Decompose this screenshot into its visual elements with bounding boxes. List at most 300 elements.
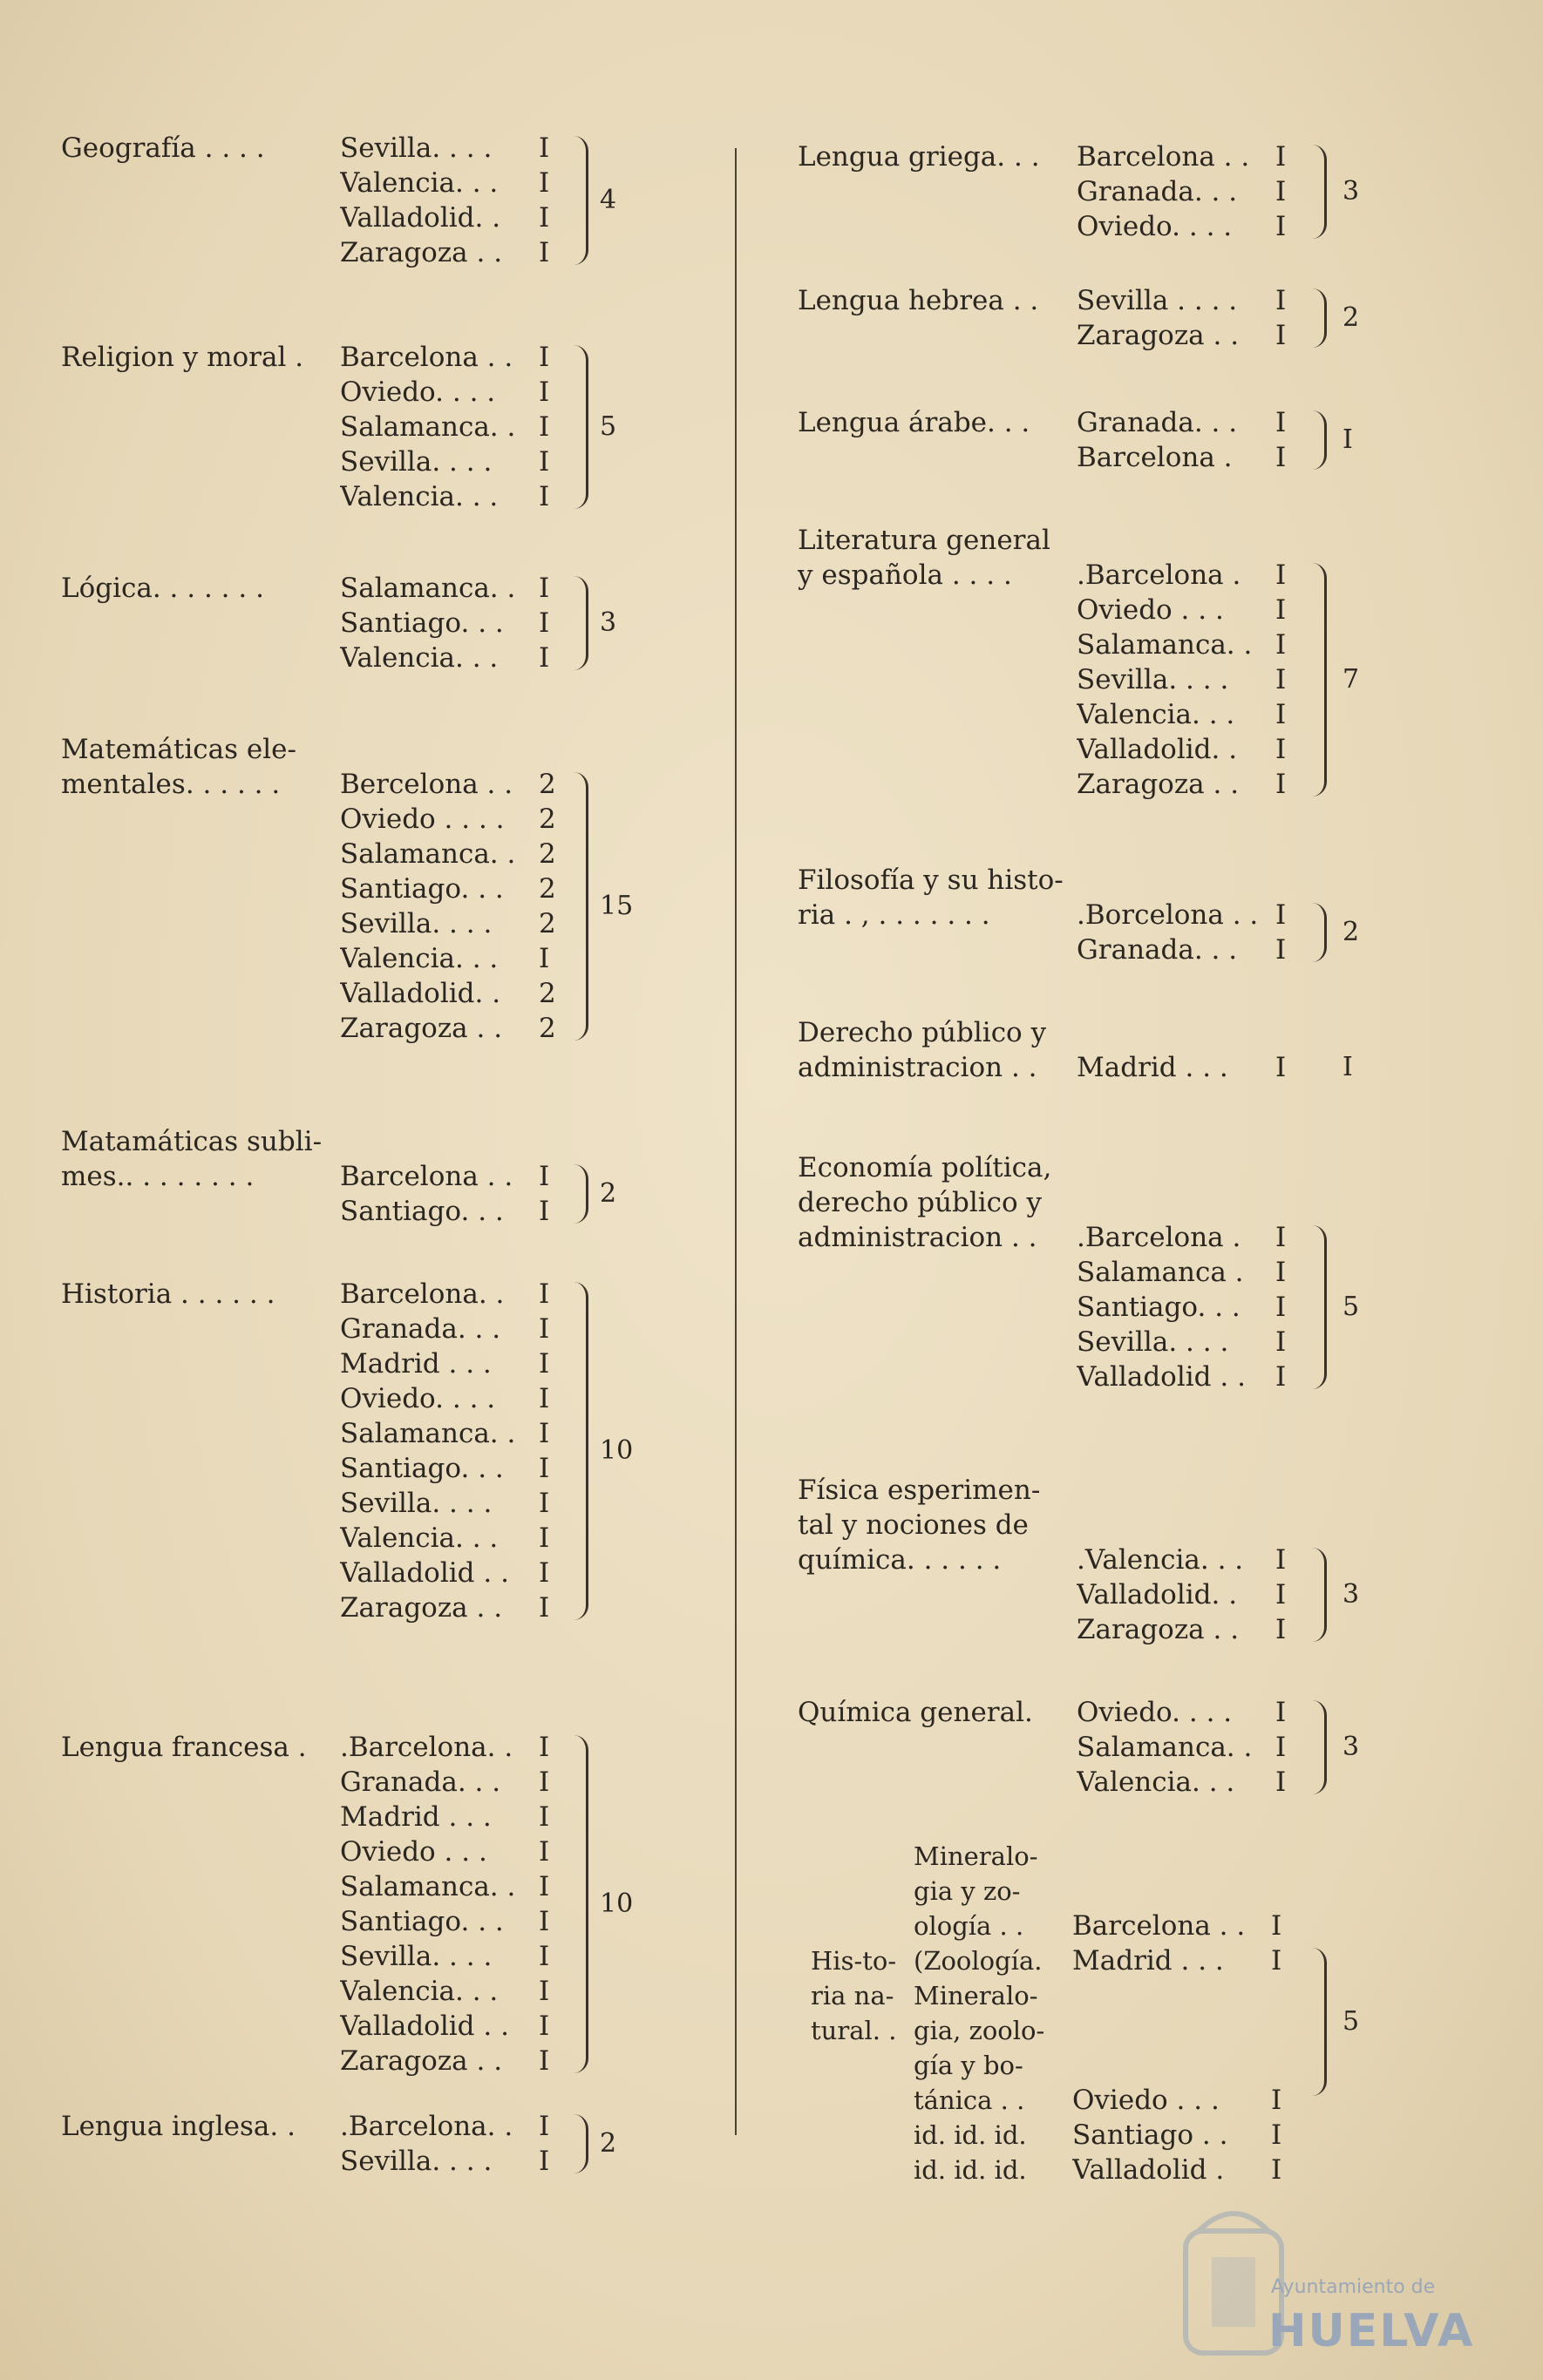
chair-count: I xyxy=(1271,2085,1282,2116)
list-item xyxy=(1077,558,1296,593)
section-total: 3 xyxy=(1342,176,1360,207)
university-name: Oviedo . . . xyxy=(340,1836,487,1868)
list-item xyxy=(1077,1220,1296,1255)
chair-count: I xyxy=(1275,734,1287,765)
subject-label: Lengua hebrea . . xyxy=(798,285,1039,316)
list-item xyxy=(1072,1943,1292,1978)
chair-count: I xyxy=(539,2045,550,2077)
university-list xyxy=(1077,898,1296,967)
grouping-brace xyxy=(574,576,588,670)
section-total: 2 xyxy=(1342,302,1360,333)
chair-count: I xyxy=(539,1488,550,1519)
list-item xyxy=(1077,174,1296,209)
university-name: Valencia. . . xyxy=(1077,699,1235,730)
list-item xyxy=(1077,318,1296,353)
section-total: 5 xyxy=(1342,2006,1360,2037)
university-name: Barcelona . xyxy=(1077,442,1233,473)
section-total: I xyxy=(1342,1052,1353,1082)
list-item xyxy=(340,1556,560,1590)
university-name: Barcelona. . xyxy=(340,1278,505,1310)
university-list xyxy=(1077,558,1296,802)
university-name: Valladolid. . xyxy=(1077,1579,1238,1610)
list-item xyxy=(1077,440,1296,475)
subject-label: Literatura general y española . . . . xyxy=(798,525,1050,591)
university-name: Barcelona . . xyxy=(1072,1910,1246,1942)
historia-natural-sublabels: Mineralo- gia y zo- ología . . (Zoología. Mineralo- gia, zoolo- gía y bo- tánica . . id. id. id. id. id. id. xyxy=(914,1841,1045,2185)
university-name: Sevilla. . . . xyxy=(340,1941,493,1972)
university-name: Sevilla. . . . xyxy=(340,132,493,164)
watermark-title: HUELVA xyxy=(1268,2305,1475,2357)
university-name: Salamanca. . xyxy=(340,838,516,870)
chair-count: I xyxy=(1275,176,1287,207)
university-name: Valencia. . . xyxy=(340,481,499,512)
university-list xyxy=(340,571,560,675)
list-item xyxy=(1077,1360,1296,1394)
list-item xyxy=(340,606,560,641)
list-item xyxy=(340,1416,560,1451)
university-name: Zaragoza . . xyxy=(1077,769,1240,800)
chair-count: I xyxy=(539,1941,550,1972)
university-name: Sevilla. . . . xyxy=(340,446,493,478)
list-item xyxy=(340,1381,560,1416)
section-total: 5 xyxy=(600,411,617,442)
university-name: Granada. . . xyxy=(340,1313,501,1345)
subject-label: Geografía . . . . xyxy=(61,132,265,164)
column-divider xyxy=(735,148,737,2135)
list-item xyxy=(1077,1730,1296,1765)
university-name: .Barcelona. . xyxy=(340,2111,513,2142)
university-name: Oviedo . . . . xyxy=(340,804,505,835)
chair-count: I xyxy=(1275,934,1287,966)
grouping-brace xyxy=(1312,1548,1327,1642)
chair-count: I xyxy=(539,1871,550,1902)
university-name: Sevilla. . . . xyxy=(340,1488,493,1519)
list-item xyxy=(1077,1255,1296,1290)
grouping-brace xyxy=(574,772,588,1041)
list-item xyxy=(1077,932,1296,967)
list-item xyxy=(340,1277,560,1312)
chair-count: I xyxy=(1275,285,1287,316)
chair-count: I xyxy=(1275,1579,1287,1610)
university-name: Oviedo. . . . xyxy=(1077,211,1233,242)
chair-count xyxy=(1271,1978,1292,2013)
university-name: .Barcelona . xyxy=(1077,559,1241,591)
list-item xyxy=(340,871,560,906)
university-name: Granada. . . xyxy=(1077,407,1238,438)
chair-count: I xyxy=(539,1383,550,1414)
chair-count: I xyxy=(539,1453,550,1484)
university-name: Barcelona . . xyxy=(340,1161,513,1192)
list-item xyxy=(340,767,560,802)
chair-count: I xyxy=(539,1976,550,2007)
chair-count: I xyxy=(539,237,550,268)
university-name: Valladolid. . xyxy=(340,978,501,1009)
list-item xyxy=(340,1730,560,1765)
university-name: Santiago. . . xyxy=(340,1453,504,1484)
list-item xyxy=(1077,1765,1296,1800)
chair-count: I xyxy=(539,1161,550,1192)
university-name xyxy=(1072,1978,1271,2013)
section-total: 2 xyxy=(1342,917,1360,947)
chair-count: I xyxy=(1271,1910,1282,1942)
list-item xyxy=(340,479,560,514)
university-list xyxy=(1077,283,1296,353)
list-item xyxy=(340,941,560,976)
chair-count: I xyxy=(539,1592,550,1624)
section-total: 2 xyxy=(600,1178,617,1209)
chair-count: I xyxy=(1275,664,1287,695)
chair-count: I xyxy=(539,1732,550,1763)
chair-count: I xyxy=(1275,141,1287,173)
list-item xyxy=(1077,1543,1296,1577)
university-list xyxy=(340,2109,560,2179)
watermark-subtitle: Ayuntamiento de xyxy=(1271,2276,1436,2298)
university-name: .Borcelona . . xyxy=(1077,899,1259,931)
university-name: Valladolid. . xyxy=(340,202,501,234)
chair-count: 2 xyxy=(539,769,556,800)
university-name: Valladolid . . xyxy=(340,2010,509,2042)
university-name: Madrid . . . xyxy=(1072,1945,1224,1977)
list-item xyxy=(1077,898,1296,932)
university-name: Sevilla. . . . xyxy=(1077,664,1229,695)
list-item xyxy=(340,1486,560,1521)
chair-count: I xyxy=(1275,899,1287,931)
university-list xyxy=(340,1730,560,2078)
university-name: Zaragoza . . xyxy=(340,1013,503,1044)
grouping-brace xyxy=(1312,288,1327,348)
chair-count: I xyxy=(1275,1697,1287,1728)
university-name: Santiago . . xyxy=(1072,2119,1228,2151)
chair-count: I xyxy=(539,1522,550,1554)
chair-count: 2 xyxy=(539,978,556,1009)
list-item xyxy=(340,641,560,675)
list-item xyxy=(340,1765,560,1800)
chair-count: 2 xyxy=(539,873,556,905)
university-list xyxy=(1077,405,1296,475)
subject-label: Lógica. . . . . . . xyxy=(61,573,264,604)
list-item xyxy=(1072,2118,1292,2153)
university-name: Santiago. . . xyxy=(340,873,504,905)
grouping-brace xyxy=(574,345,588,509)
chair-count: I xyxy=(539,1766,550,1798)
chair-count: I xyxy=(539,132,550,164)
list-item xyxy=(340,1346,560,1381)
university-list xyxy=(1072,1909,1292,2187)
university-name: Valencia. . . xyxy=(340,167,499,199)
list-item xyxy=(340,1159,560,1194)
university-name: Salamanca. . xyxy=(1077,1732,1253,1763)
chair-count: I xyxy=(1271,2154,1282,2186)
list-item xyxy=(1072,2083,1292,2118)
university-name: Oviedo . . . xyxy=(1077,594,1224,626)
list-item xyxy=(340,1834,560,1869)
university-name: Madrid . . . xyxy=(1077,1052,1228,1083)
chair-count: I xyxy=(539,607,550,639)
grouping-brace xyxy=(1312,410,1327,470)
list-item xyxy=(1072,2048,1292,2083)
list-item xyxy=(340,444,560,479)
university-name: Zaragoza . . xyxy=(340,1592,503,1624)
list-item xyxy=(340,1521,560,1556)
chair-count: I xyxy=(1275,320,1287,351)
section-total: 4 xyxy=(600,185,617,215)
university-name: Santiago. . . xyxy=(340,1906,504,1937)
list-item xyxy=(340,410,560,444)
list-item xyxy=(1077,1612,1296,1647)
university-name: Barcelona . . xyxy=(1077,141,1250,173)
list-item xyxy=(1072,1909,1292,1943)
university-name: Valencia. . . xyxy=(340,943,499,974)
grouping-brace xyxy=(574,1164,588,1224)
list-item xyxy=(1077,1577,1296,1612)
university-name: Oviedo. . . . xyxy=(340,1383,496,1414)
list-item xyxy=(1077,593,1296,627)
grouping-brace xyxy=(574,136,588,265)
university-name: Salamanca. . xyxy=(340,1418,516,1449)
chair-count: I xyxy=(1275,594,1287,626)
list-item xyxy=(1072,2153,1292,2187)
section-total: 3 xyxy=(1342,1732,1360,1762)
university-name: Sevilla. . . . xyxy=(1077,1326,1229,1358)
list-item xyxy=(1077,139,1296,174)
list-item xyxy=(1077,405,1296,440)
subject-label: Religion y moral . xyxy=(61,342,304,373)
subject-label: Historia . . . . . . xyxy=(61,1278,275,1310)
chair-count xyxy=(1271,2013,1292,2048)
university-name: Granada. . . xyxy=(1077,176,1238,207)
chair-count: I xyxy=(1275,1614,1287,1645)
subject-label: Matamáticas subli- mes.. . . . . . . . xyxy=(61,1126,323,1192)
list-item xyxy=(340,2044,560,2078)
chair-count: I xyxy=(1271,1945,1282,1977)
university-name: Valencia. . . xyxy=(340,1522,499,1554)
section-total: 5 xyxy=(1342,1292,1360,1322)
chair-count: I xyxy=(1275,442,1287,473)
list-item xyxy=(340,906,560,941)
university-name: Valencia. . . xyxy=(1077,1766,1235,1798)
list-item xyxy=(1072,2013,1292,2048)
subject-label: Lengua árabe. . . xyxy=(798,407,1030,438)
university-name: Granada. . . xyxy=(1077,934,1238,966)
subject-label: Lengua inglesa. . xyxy=(61,2111,296,2142)
list-item xyxy=(340,235,560,270)
section-total: 2 xyxy=(600,2128,617,2159)
list-item xyxy=(1077,732,1296,767)
university-name: .Barcelona. . xyxy=(340,1732,513,1763)
university-name: Valladolid . . xyxy=(1077,1361,1246,1393)
university-name: Zaragoza . . xyxy=(340,2045,503,2077)
grouping-brace xyxy=(574,2114,588,2173)
chair-count: I xyxy=(1275,1292,1287,1323)
grouping-brace xyxy=(1312,1700,1327,1794)
university-name: Oviedo. . . . xyxy=(1077,1697,1233,1728)
list-item xyxy=(340,1312,560,1346)
chair-count: 2 xyxy=(539,908,556,939)
list-item xyxy=(340,375,560,410)
university-name: Valencia. . . xyxy=(340,1976,499,2007)
chair-count: I xyxy=(1275,1326,1287,1358)
list-item xyxy=(340,976,560,1011)
list-item xyxy=(340,131,560,166)
list-item xyxy=(1077,1695,1296,1730)
chair-count: I xyxy=(1275,769,1287,800)
chair-count: I xyxy=(539,446,550,478)
chair-count: I xyxy=(539,2111,550,2142)
subject-label: Economía política, derecho público y administracion . . xyxy=(798,1152,1052,1253)
university-name: .Valencia. . . xyxy=(1077,1544,1244,1576)
university-name: Madrid . . . xyxy=(340,1348,492,1380)
list-item xyxy=(1077,209,1296,244)
list-item xyxy=(1077,697,1296,732)
chair-count: I xyxy=(1275,1361,1287,1393)
university-name: Bercelona . . xyxy=(340,769,513,800)
list-item xyxy=(1077,1050,1296,1085)
university-name: Zaragoza . . xyxy=(1077,320,1240,351)
list-item xyxy=(1077,283,1296,318)
university-list xyxy=(1077,1695,1296,1800)
section-total: 10 xyxy=(600,1435,634,1466)
list-item xyxy=(340,1869,560,1904)
university-name: Valencia. . . xyxy=(340,642,499,674)
list-item xyxy=(340,1194,560,1229)
university-list xyxy=(1077,139,1296,244)
section-total: I xyxy=(1342,424,1353,455)
chair-count xyxy=(1271,2048,1292,2083)
chair-count: I xyxy=(1275,1257,1287,1288)
list-item xyxy=(1072,1978,1292,2013)
grouping-brace xyxy=(1312,1225,1327,1389)
university-name: Sevilla. . . . xyxy=(340,908,493,939)
historia-natural-label: His-to- ria na- tural. . xyxy=(811,1946,897,2045)
university-name xyxy=(1072,2013,1271,2048)
list-item xyxy=(340,1904,560,1939)
section-total: 7 xyxy=(1342,664,1360,695)
chair-count: I xyxy=(1275,699,1287,730)
university-name: Barcelona . . xyxy=(340,342,513,373)
grouping-brace xyxy=(574,1735,588,2073)
chair-count: I xyxy=(539,411,550,443)
section-total: 15 xyxy=(600,891,634,921)
subject-label: Lengua griega. . . xyxy=(798,141,1040,173)
chair-count: I xyxy=(539,1906,550,1937)
list-item xyxy=(340,2009,560,2044)
university-name: Santiago. . . xyxy=(340,1196,504,1227)
grouping-brace xyxy=(1312,1948,1327,2096)
list-item xyxy=(340,571,560,606)
university-name: Salamanca. . xyxy=(340,1871,516,1902)
chair-count: I xyxy=(539,1418,550,1449)
grouping-brace xyxy=(1312,903,1327,962)
grouping-brace xyxy=(1312,145,1327,239)
university-name: Valladolid . . xyxy=(340,1557,509,1589)
university-name: Zaragoza . . xyxy=(1077,1614,1240,1645)
chair-count: I xyxy=(539,1801,550,1833)
list-item xyxy=(340,1451,560,1486)
chair-count: I xyxy=(539,376,550,408)
university-list xyxy=(340,131,560,270)
subject-label: Filosofía y su histo- ria . , . . . . . . . xyxy=(798,865,1064,931)
university-name: Santiago. . . xyxy=(1077,1292,1241,1323)
university-name xyxy=(1072,2048,1271,2083)
chair-count: I xyxy=(1275,1222,1287,1253)
list-item xyxy=(340,1939,560,1974)
list-item xyxy=(340,837,560,871)
list-item xyxy=(340,2109,560,2144)
list-item xyxy=(340,802,560,837)
list-item xyxy=(1077,627,1296,662)
university-list xyxy=(340,767,560,1046)
university-name: .Barcelona . xyxy=(1077,1222,1241,1253)
chair-count: I xyxy=(1271,2119,1282,2151)
chair-count: 2 xyxy=(539,804,556,835)
chair-count: I xyxy=(539,202,550,234)
university-name: Salamanca. . xyxy=(340,411,516,443)
university-name: Salamanca. . xyxy=(340,573,516,604)
university-name: Sevilla . . . . xyxy=(1077,285,1238,316)
university-name: Santiago. . . xyxy=(340,607,504,639)
chair-count: I xyxy=(539,1836,550,1868)
list-item xyxy=(1077,1325,1296,1360)
section-total: 3 xyxy=(1342,1579,1360,1610)
university-name: Valladolid . xyxy=(1072,2154,1225,2186)
chair-count: I xyxy=(539,573,550,604)
list-item xyxy=(340,1800,560,1834)
chair-count: I xyxy=(539,1313,550,1345)
chair-count: I xyxy=(1275,211,1287,242)
chair-count: 2 xyxy=(539,1013,556,1044)
list-item xyxy=(340,340,560,375)
chair-count: I xyxy=(539,1196,550,1227)
chair-count: I xyxy=(539,1278,550,1310)
chair-count: I xyxy=(539,481,550,512)
grouping-brace xyxy=(574,1282,588,1620)
subject-label: Lengua francesa . xyxy=(61,1732,307,1763)
university-list xyxy=(340,340,560,514)
chair-count: I xyxy=(539,1557,550,1589)
list-item xyxy=(340,166,560,200)
section-total: 10 xyxy=(600,1888,634,1919)
university-name: Granada. . . xyxy=(340,1766,501,1798)
university-name: Salamanca. . xyxy=(1077,629,1253,661)
list-item xyxy=(340,1590,560,1625)
university-name: Zaragoza . . xyxy=(340,237,503,268)
chair-count: I xyxy=(1275,629,1287,661)
university-list xyxy=(1077,1050,1296,1085)
chair-count: 2 xyxy=(539,838,556,870)
chair-count: I xyxy=(1275,1544,1287,1576)
university-name: Madrid . . . xyxy=(340,1801,492,1833)
subject-label: Química general. xyxy=(798,1697,1033,1728)
chair-count: I xyxy=(539,2146,550,2177)
chair-count: I xyxy=(539,943,550,974)
chair-count: I xyxy=(539,1348,550,1380)
list-item xyxy=(340,1974,560,2009)
chair-count: I xyxy=(539,2010,550,2042)
chair-count: I xyxy=(1275,1732,1287,1763)
university-name: Oviedo. . . . xyxy=(340,376,496,408)
list-item xyxy=(340,200,560,235)
list-item xyxy=(1077,1290,1296,1325)
list-item xyxy=(340,2144,560,2179)
grouping-brace xyxy=(1312,563,1327,797)
subject-label: Física esperimen- tal y nociones de química. . . . . . xyxy=(798,1475,1041,1576)
chair-count: I xyxy=(1275,1766,1287,1798)
chair-count: I xyxy=(539,642,550,674)
university-name: Sevilla. . . . xyxy=(340,2146,493,2177)
university-name: Salamanca . xyxy=(1077,1257,1244,1288)
section-total: 3 xyxy=(600,607,617,638)
chair-count: I xyxy=(539,167,550,199)
